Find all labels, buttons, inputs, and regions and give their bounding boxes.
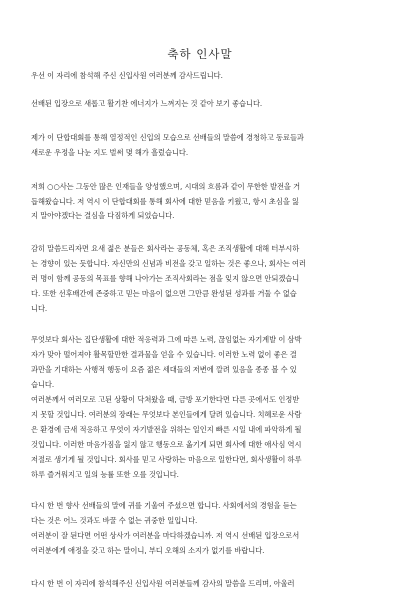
body-line: 과만을 기대하는 사행적 행동이 요즘 젊은 세대들의 저변에 깔려 있음을 종종 볼 수 있 <box>31 365 297 374</box>
body-line: 감히 말씀드리자면 요새 젊은 분들은 회사라는 공동체, 혹은 조직생활에 대해 터부시하 <box>31 244 300 253</box>
body-line: 은 환경에 금새 적응하고 무엇이 자기발전을 위하는 일인지 빠른 시일 내에 파악하게 될 <box>31 425 302 434</box>
body-line: 다시 한 번 향사 선배들의 말에 귀를 기울여 주셨으면 합니다. 사회에서의 경험을 듣는 <box>31 501 297 510</box>
body-line: 여러분이 잘 된다면 어떤 상사가 여러분을 마다하겠습니까. 저 역시 선배된 입장으로서 <box>31 531 300 540</box>
body-line: 우선 이 자리에 참석해 주신 신입사원 여러분께 감사드립니다. <box>31 71 223 80</box>
body-line: 여러분께서 여러모로 고된 상황이 닥쳐왔을 때, 금방 포기한다면 다른 곳에서도 인정받 <box>31 395 300 404</box>
body-line: 지 못할 것입니다. 여러분의 장래는 무엇보다 본인들에게 달려 있습니다. 치혜로운 사람 <box>31 410 302 419</box>
body-line: 제가 이 단합대회를 통해 열정적인 신입의 모습으로 선배들의 말씀에 경청하고 동료들과 <box>31 133 304 142</box>
body-line: 새로운 우정을 나눈 지도 벌써 몇 해가 흘렀습니다. <box>31 148 189 157</box>
body-line: 여러분에게 애정을 갖고 하는 말이니, 부디 오해의 소지가 없기를 바랍니다. <box>31 546 265 555</box>
body-line: 다. 또한 선후배간에 존중하고 믿는 마음이 없으면 그만큼 완성된 성과를 거둘 수 없습 <box>31 289 297 298</box>
body-line: 자가 맞아 떨어져야 활목할만한 결과물을 얻을 수 있습니다. 이러한 노력 없이 좋은 결 <box>31 350 297 359</box>
body-line: 다시 한 번 이 자리에 참석해주신 신입사원 여러분들께 감사의 말씀을 드리며, 아울러 <box>31 579 295 588</box>
body-line: 습니다. <box>31 380 55 389</box>
body-line: 것입니다. 이러한 마음가짐을 잃지 않고 행동으로 옮기게 되면 회사에 대한 애사심 역시 <box>31 440 302 449</box>
body-line: 하루 즐거워지고 일의 능률 또한 오를 것입니다. <box>31 470 179 479</box>
body-line: 무엇보다 회사는 집단생활에 대한 적응력과 그에 따른 노력, 끊임없는 자기계발 이 삼박 <box>31 335 302 344</box>
body-line: 지 말아야겠다는 결심을 다짐하게 되었습니다. <box>31 211 175 220</box>
body-line: 러 명이 함께 공동의 목표를 향해 나아가는 조직사회라는 점을 잊지 않으면 안되겠습니 <box>31 274 300 283</box>
body-line: 저희 ○○사는 그동안 많은 인재들을 양성했으며, 시대의 흐름과 같이 무한한 발전을 거 <box>31 182 301 191</box>
document-title: 축하 인사말 <box>167 47 233 61</box>
body-line: 니다. <box>31 304 48 313</box>
body-line: 선배된 입장으로 새롭고 활기찬 에너지가 느껴지는 것 같아 보기 좋습니다. <box>31 99 263 108</box>
body-line: 는 경향이 있는 듯합니다. 자신만의 신념과 비전을 갖고 일하는 것은 좋으나, 회사는 여러 <box>31 259 306 268</box>
body-line: 저절로 생기게 될 것입니다. 회사를 믿고 사랑하는 마음으로 일한다면, 회사생활이 하루 <box>31 455 302 464</box>
body-line: 다는 것은 어느 것과도 바꿀 수 없는 귀중한 일입니다. <box>31 516 198 525</box>
body-line: 듭해왔습니다. 저 역시 이 단합대회를 통해 회사에 대한 믿음을 키웠고, 항시 초심을 잃 <box>31 197 299 206</box>
